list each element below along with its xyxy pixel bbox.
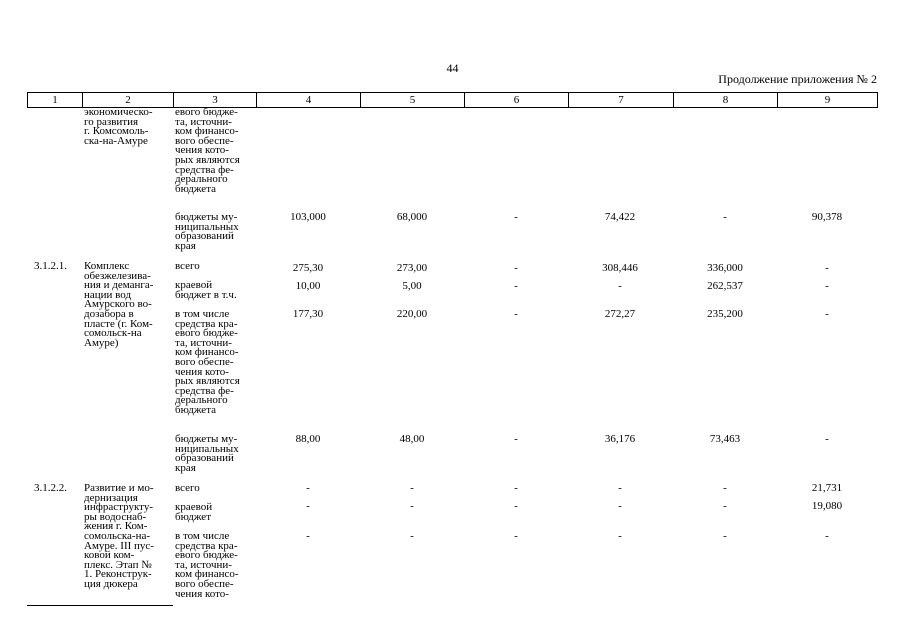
item2-r2-v4: - <box>306 500 310 512</box>
item1-r1-v6: - <box>514 262 518 274</box>
item1-r3-v8: 235,200 <box>707 308 743 320</box>
item2-r1-v5: - <box>410 482 414 494</box>
item2-r1-v6: - <box>514 482 518 494</box>
top-source-2: бюджеты му- ниципальных образований края <box>175 211 239 252</box>
item2-source-1: всего <box>175 482 200 494</box>
item2-r1-v4: - <box>306 482 310 494</box>
item1-r2-v5: 5,00 <box>402 280 422 292</box>
top-r2-v9: 90,378 <box>811 211 843 223</box>
table-header <box>27 92 878 108</box>
col-header-3: 3 <box>173 93 256 107</box>
item1-source-4: бюджеты му- ниципальных образований края <box>175 433 239 474</box>
item1-r4-v9: - <box>825 433 829 445</box>
item1-r3-v7: 272,27 <box>604 308 636 320</box>
item1-r4-v7: 36,176 <box>604 433 636 445</box>
item1-source-3: в том числе средства кра- евого бюдже- та, источни- ком финансо- вого обеспе- чения кото- рых являются средства фе- дерального бюджета <box>175 308 240 416</box>
item2-r2-v8: - <box>723 500 727 512</box>
item1-code: 3.1.2.1. <box>34 260 67 272</box>
item1-r1-v4: 275,30 <box>292 262 324 274</box>
col-header-7: 7 <box>568 93 673 107</box>
item1-r2-v7: - <box>618 280 622 292</box>
top-source-1: евого бюдже- та, источни- ком финансо- вого обеспе- чения кото- рых являются средства фе- дерального бюджета <box>175 106 240 195</box>
item1-r1-v8: 336,000 <box>707 262 743 274</box>
item2-r1-v8: - <box>723 482 727 494</box>
item1-r2-v9: - <box>825 280 829 292</box>
item1-r1-v7: 308,446 <box>602 262 638 274</box>
item2-r2-v6: - <box>514 500 518 512</box>
item2-r2-v9: 19,080 <box>811 500 843 512</box>
item2-source-3: в том числе средства кра- евого бюдже- та, источни- ком финансо- вого обеспе- чения кото- <box>175 530 239 600</box>
col-header-2: 2 <box>82 93 173 107</box>
top-r2-v7: 74,422 <box>604 211 636 223</box>
item1-r2-v6: - <box>514 280 518 292</box>
item2-r3-v5: - <box>410 530 414 542</box>
item1-r4-v8: 73,463 <box>709 433 741 445</box>
item1-name: Комплекс обезжелезива- ния и деманга- нации вод Амурского во- дозабора в пласте (г. Ком- сомольск-на Амуре) <box>84 260 154 349</box>
item2-r3-v7: - <box>618 530 622 542</box>
bottom-rule <box>27 605 173 606</box>
item2-r2-v5: - <box>410 500 414 512</box>
item1-r2-v8: 262,537 <box>707 280 743 292</box>
item1-source-2: краевой бюджет в т.ч. <box>175 279 237 301</box>
item1-r4-v6: - <box>514 433 518 445</box>
top-r2-v8: - <box>723 211 727 223</box>
item2-r3-v9: - <box>825 530 829 542</box>
item2-code: 3.1.2.2. <box>34 482 67 494</box>
item2-r1-v7: - <box>618 482 622 494</box>
top-r2-v4: 103,000 <box>290 211 326 223</box>
item1-r1-v5: 273,00 <box>396 262 428 274</box>
col-header-8: 8 <box>673 93 777 107</box>
col-header-6: 6 <box>464 93 568 107</box>
top-r2-v5: 68,000 <box>396 211 428 223</box>
top-item-name: экономическо- го развития г. Комсомоль- ска-на-Амуре <box>84 106 153 147</box>
item2-r3-v8: - <box>723 530 727 542</box>
item1-r4-v5: 48,00 <box>399 433 425 445</box>
item1-source-1: всего <box>175 260 200 272</box>
col-header-4: 4 <box>256 93 360 107</box>
top-r2-v6: - <box>514 211 518 223</box>
item1-r3-v4: 177,30 <box>292 308 324 320</box>
item2-name: Развитие и мо- дернизация инфраструкту- ры водоснаб- жения г. Ком- сомольска-на- Амуре. III пус- ковой ком- плекс. Этап № 1. Реконструк- ция дюкера <box>84 482 154 590</box>
item2-r3-v6: - <box>514 530 518 542</box>
item2-r2-v7: - <box>618 500 622 512</box>
item1-r3-v9: - <box>825 308 829 320</box>
col-header-9: 9 <box>777 93 878 107</box>
item2-r3-v4: - <box>306 530 310 542</box>
item1-r3-v6: - <box>514 308 518 320</box>
col-header-1: 1 <box>27 93 82 107</box>
item1-r2-v4: 10,00 <box>295 280 321 292</box>
item1-r1-v9: - <box>825 262 829 274</box>
continuation-title: Продолжение приложения № 2 <box>718 72 877 86</box>
item2-source-2: краевой бюджет <box>175 501 213 523</box>
col-header-5: 5 <box>360 93 464 107</box>
item1-r4-v4: 88,00 <box>295 433 321 445</box>
page-number: 44 <box>446 61 459 75</box>
item1-r3-v5: 220,00 <box>396 308 428 320</box>
item2-r1-v9: 21,731 <box>811 482 843 494</box>
